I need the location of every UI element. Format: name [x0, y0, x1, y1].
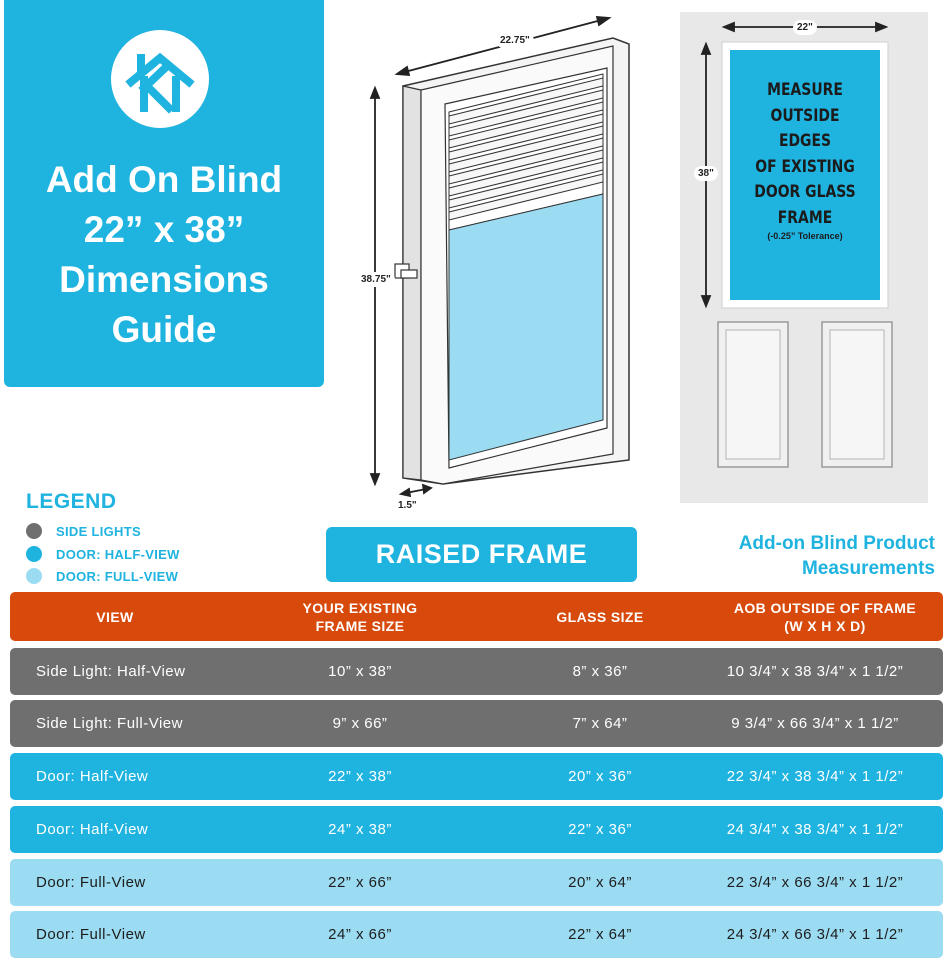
header-glass-size: GLASS SIZE [556, 608, 644, 625]
cell-glass-size: 8” x 36” [572, 663, 628, 680]
header-view: VIEW [96, 608, 134, 625]
product-measurements-heading: Add-on Blind Product Measurements [738, 533, 935, 579]
cell-view: Side Light: Full-View [36, 715, 183, 732]
table-header [10, 592, 943, 641]
cell-aob: 22 3/4” x 38 3/4” x 1 1/2” [726, 768, 904, 785]
frame-height-label: 38.75" [357, 272, 395, 287]
door-instruction: MEASURE OUTSIDE EDGES OF EXISTING DOOR GLASS FRAME [754, 80, 856, 228]
raised-frame-badge: RAISED FRAME [326, 527, 637, 582]
table-row [10, 806, 943, 853]
tolerance-note: (-0.25” Tolerance) [767, 231, 843, 241]
cell-frame-size: 22” x 38” [328, 768, 392, 785]
title-line-2: 22” x 38” [83, 209, 245, 250]
cell-view: Door: Half-View [36, 821, 149, 838]
door-width-label: 22" [793, 20, 817, 35]
cell-frame-size: 24” x 38” [328, 821, 392, 838]
frame-depth-label: 1.5" [394, 498, 421, 513]
cell-view: Door: Full-View [36, 874, 146, 891]
cell-glass-size: 7” x 64” [572, 715, 628, 732]
cell-aob: 9 3/4” x 66 3/4” x 1 1/2” [731, 715, 899, 732]
cell-frame-size: 24” x 66” [328, 926, 392, 943]
title-line-3: Dimensions [59, 259, 269, 300]
full-view-dot-icon [26, 568, 42, 584]
table-row [10, 911, 943, 958]
frame-width-label: 22.75" [496, 33, 534, 48]
header-aob: AOB OUTSIDE OF FRAME (W X H X D) [733, 599, 917, 634]
table-row [10, 859, 943, 906]
cell-aob: 10 3/4” x 38 3/4” x 1 1/2” [726, 663, 904, 680]
legend-label: DOOR: HALF-VIEW [56, 546, 180, 562]
title-line-4: Guide [111, 309, 217, 350]
half-view-dot-icon [26, 546, 42, 562]
table-row [10, 700, 943, 747]
cell-aob: 22 3/4” x 66 3/4” x 1 1/2” [726, 874, 904, 891]
cell-glass-size: 20” x 36” [568, 768, 632, 785]
legend-item-full-view [26, 567, 178, 585]
table-row [10, 648, 943, 695]
page-title [4, 155, 324, 355]
side-lights-dot-icon [26, 523, 42, 539]
cell-frame-size: 22” x 66” [328, 874, 392, 891]
legend-label: SIDE LIGHTS [56, 523, 141, 539]
title-panel [4, 0, 324, 387]
cell-glass-size: 22” x 64” [568, 926, 632, 943]
cell-view: Door: Half-View [36, 768, 149, 785]
legend-item-half-view [26, 545, 180, 563]
cell-view: Door: Full-View [36, 926, 146, 943]
cell-aob: 24 3/4” x 66 3/4” x 1 1/2” [726, 926, 904, 943]
legend-title: LEGEND [26, 490, 117, 513]
cell-view: Side Light: Half-View [36, 663, 186, 680]
cell-frame-size: 9” x 66” [332, 715, 388, 732]
header-frame-size: YOUR EXISTING FRAME SIZE [302, 599, 418, 634]
blind-frame-diagram [345, 8, 635, 518]
cell-glass-size: 22” x 36” [568, 821, 632, 838]
table-row [10, 753, 943, 800]
cell-frame-size: 10” x 38” [328, 663, 392, 680]
legend-label: DOOR: FULL-VIEW [56, 568, 179, 584]
cell-aob: 24 3/4” x 38 3/4” x 1 1/2” [726, 821, 904, 838]
title-line-1: Add On Blind [45, 159, 283, 200]
cell-glass-size: 20” x 64” [568, 874, 632, 891]
legend-item-side-lights [26, 522, 141, 540]
house-logo-icon [111, 30, 209, 128]
door-height-label: 38" [694, 166, 718, 181]
